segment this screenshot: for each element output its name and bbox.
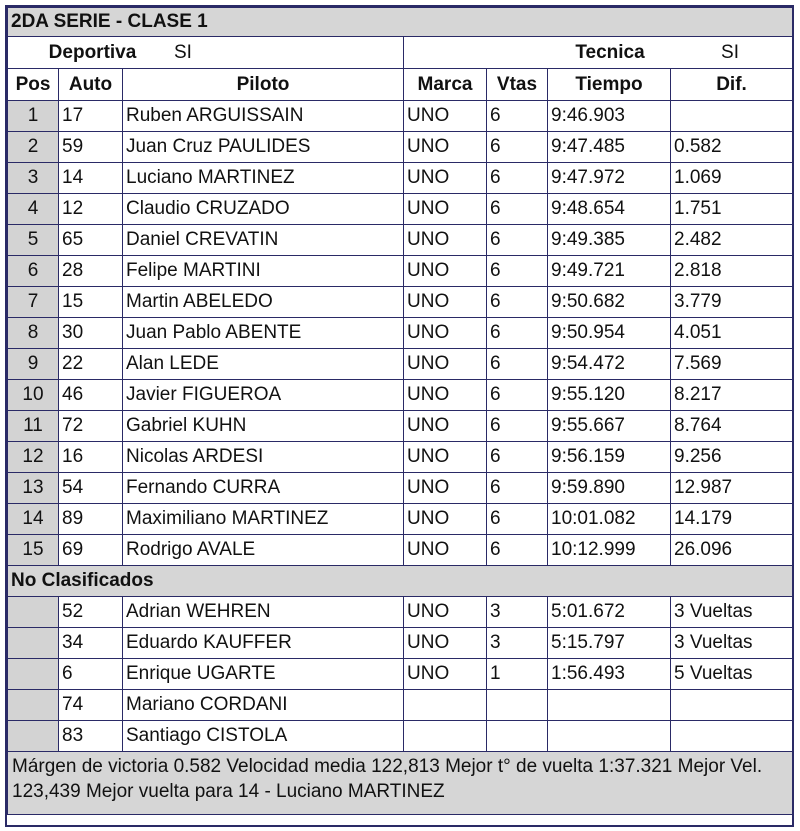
cell-dif: 9.256 (671, 442, 793, 473)
cell-marca: UNO (404, 349, 487, 380)
cell-piloto: Ruben ARGUISSAIN (123, 101, 404, 132)
cell-marca: UNO (404, 597, 487, 628)
cell-marca: UNO (404, 194, 487, 225)
cell-dif: 2.482 (671, 225, 793, 256)
cell-dif: 8.764 (671, 411, 793, 442)
cell-piloto: Santiago CISTOLA (123, 721, 404, 752)
tecnica-value: SI (721, 41, 739, 63)
cell-tiempo: 5:15.797 (548, 628, 671, 659)
cell-tiempo: 5:01.672 (548, 597, 671, 628)
cell-pos: 14 (8, 504, 59, 535)
cell-dif: 0.582 (671, 132, 793, 163)
cell-vtas: 6 (487, 225, 548, 256)
result-row (8, 163, 793, 194)
cell-vtas: 6 (487, 473, 548, 504)
cell-vtas: 6 (487, 380, 548, 411)
cell-marca: UNO (404, 535, 487, 566)
header-tiempo: Tiempo (548, 69, 671, 101)
cell-tiempo: 9:47.972 (548, 163, 671, 194)
cell-tiempo: 9:55.667 (548, 411, 671, 442)
cell-vtas: 6 (487, 349, 548, 380)
result-row (8, 132, 793, 163)
cell-piloto: Claudio CRUZADO (123, 194, 404, 225)
cell-marca: UNO (404, 411, 487, 442)
cell-marca: UNO (404, 473, 487, 504)
cell-piloto: Juan Cruz PAULIDES (123, 132, 404, 163)
cell-piloto: Alan LEDE (123, 349, 404, 380)
cell-dif (671, 721, 793, 752)
result-row (8, 597, 793, 628)
cell-auto: 6 (59, 659, 123, 690)
cell-auto: 69 (59, 535, 123, 566)
deportiva-value: SI (174, 41, 192, 63)
header-marca: Marca (404, 69, 487, 101)
result-row (8, 349, 793, 380)
title-row (8, 8, 793, 37)
cell-vtas: 3 (487, 628, 548, 659)
cell-marca: UNO (404, 380, 487, 411)
result-row (8, 504, 793, 535)
cell-vtas: 6 (487, 442, 548, 473)
cell-auto: 28 (59, 256, 123, 287)
cell-vtas: 6 (487, 318, 548, 349)
cell-marca (404, 690, 487, 721)
cell-dif: 4.051 (671, 318, 793, 349)
header-auto: Auto (59, 69, 123, 101)
cell-tiempo (548, 721, 671, 752)
cell-pos: 15 (8, 535, 59, 566)
cell-auto: 34 (59, 628, 123, 659)
cell-auto: 30 (59, 318, 123, 349)
cell-pos: 6 (8, 256, 59, 287)
cell-tiempo: 9:54.472 (548, 349, 671, 380)
cell-tiempo: 10:12.999 (548, 535, 671, 566)
cell-auto: 54 (59, 473, 123, 504)
cell-auto: 22 (59, 349, 123, 380)
header-row (8, 69, 793, 101)
cell-marca: UNO (404, 287, 487, 318)
cell-vtas: 6 (487, 256, 548, 287)
cell-vtas: 6 (487, 287, 548, 318)
cell-marca: UNO (404, 442, 487, 473)
cell-tiempo: 9:59.890 (548, 473, 671, 504)
cell-dif: 7.569 (671, 349, 793, 380)
cell-tiempo: 9:55.120 (548, 380, 671, 411)
cell-pos (8, 628, 59, 659)
cell-vtas: 6 (487, 132, 548, 163)
cell-pos: 2 (8, 132, 59, 163)
cell-dif (671, 690, 793, 721)
cell-dif: 12.987 (671, 473, 793, 504)
cell-dif: 3 Vueltas (671, 628, 793, 659)
cell-vtas: 1 (487, 659, 548, 690)
cell-auto: 65 (59, 225, 123, 256)
cell-vtas: 6 (487, 411, 548, 442)
cell-tiempo: 9:49.385 (548, 225, 671, 256)
cell-tiempo: 9:49.721 (548, 256, 671, 287)
cell-pos: 8 (8, 318, 59, 349)
cell-pos: 4 (8, 194, 59, 225)
results-table (7, 7, 793, 815)
result-row (8, 287, 793, 318)
cell-dif: 1.751 (671, 194, 793, 225)
cell-pos: 3 (8, 163, 59, 194)
cell-pos (8, 659, 59, 690)
cell-dif: 26.096 (671, 535, 793, 566)
header-dif: Dif. (671, 69, 793, 101)
cell-pos (8, 597, 59, 628)
cell-pos: 5 (8, 225, 59, 256)
cell-vtas (487, 721, 548, 752)
footer-row (8, 752, 793, 815)
cell-dif (671, 101, 793, 132)
cell-dif: 3.779 (671, 287, 793, 318)
cell-vtas: 6 (487, 163, 548, 194)
cell-vtas (487, 690, 548, 721)
cell-vtas: 6 (487, 194, 548, 225)
result-row (8, 318, 793, 349)
race-title: 2DA SERIE - CLASE 1 (8, 8, 793, 37)
cell-auto: 15 (59, 287, 123, 318)
cell-auto: 12 (59, 194, 123, 225)
cell-piloto: Rodrigo AVALE (123, 535, 404, 566)
cell-auto: 59 (59, 132, 123, 163)
cell-marca: UNO (404, 628, 487, 659)
cell-piloto: Mariano CORDANI (123, 690, 404, 721)
deportiva-label: Deportiva (48, 41, 137, 63)
cell-tiempo: 9:50.954 (548, 318, 671, 349)
cell-marca: UNO (404, 163, 487, 194)
cell-pos: 12 (8, 442, 59, 473)
tecnica-cell (404, 37, 793, 69)
cell-tiempo (548, 690, 671, 721)
cell-vtas: 6 (487, 535, 548, 566)
header-piloto: Piloto (123, 69, 404, 101)
result-row (8, 194, 793, 225)
cell-marca: UNO (404, 504, 487, 535)
cell-auto: 83 (59, 721, 123, 752)
cell-piloto: Felipe MARTINI (123, 256, 404, 287)
cell-dif: 8.217 (671, 380, 793, 411)
cell-marca: UNO (404, 101, 487, 132)
cell-auto: 89 (59, 504, 123, 535)
cell-tiempo: 9:50.682 (548, 287, 671, 318)
cell-tiempo: 9:48.654 (548, 194, 671, 225)
cell-dif: 1.069 (671, 163, 793, 194)
cell-auto: 14 (59, 163, 123, 194)
race-summary: Márgen de victoria 0.582 Velocidad media 122,813 Mejor t° de vuelta 1:37.321 Mejor Vel. 123,439 Mejor vuelta para 14 - Luciano MARTINEZ (8, 752, 793, 815)
cell-auto: 74 (59, 690, 123, 721)
cell-auto: 17 (59, 101, 123, 132)
cell-piloto: Eduardo KAUFFER (123, 628, 404, 659)
cell-marca: UNO (404, 256, 487, 287)
cell-marca: UNO (404, 225, 487, 256)
cell-piloto: Gabriel KUHN (123, 411, 404, 442)
result-row (8, 225, 793, 256)
cell-piloto: Javier FIGUEROA (123, 380, 404, 411)
cell-dif: 3 Vueltas (671, 597, 793, 628)
cell-piloto: Adrian WEHREN (123, 597, 404, 628)
cell-pos (8, 690, 59, 721)
cell-dif: 14.179 (671, 504, 793, 535)
cell-piloto: Luciano MARTINEZ (123, 163, 404, 194)
cell-pos: 11 (8, 411, 59, 442)
cell-pos: 10 (8, 380, 59, 411)
cell-marca: UNO (404, 318, 487, 349)
cell-marca: UNO (404, 132, 487, 163)
cell-auto: 16 (59, 442, 123, 473)
deportiva-cell (8, 37, 404, 69)
result-row (8, 535, 793, 566)
no-clasificados-label: No Clasificados (8, 566, 793, 597)
cell-tiempo: 10:01.082 (548, 504, 671, 535)
cell-piloto: Enrique UGARTE (123, 659, 404, 690)
info-row (8, 37, 793, 69)
cell-vtas: 3 (487, 597, 548, 628)
result-row (8, 721, 793, 752)
result-row (8, 628, 793, 659)
result-row (8, 380, 793, 411)
header-pos: Pos (8, 69, 59, 101)
cell-marca (404, 721, 487, 752)
cell-piloto: Maximiliano MARTINEZ (123, 504, 404, 535)
cell-tiempo: 9:46.903 (548, 101, 671, 132)
cell-pos: 7 (8, 287, 59, 318)
result-row (8, 659, 793, 690)
cell-tiempo: 9:47.485 (548, 132, 671, 163)
cell-vtas: 6 (487, 504, 548, 535)
cell-auto: 52 (59, 597, 123, 628)
cell-pos: 13 (8, 473, 59, 504)
cell-piloto: Juan Pablo ABENTE (123, 318, 404, 349)
cell-pos: 9 (8, 349, 59, 380)
cell-vtas: 6 (487, 101, 548, 132)
result-row (8, 473, 793, 504)
no-clasificados-row (8, 566, 793, 597)
cell-pos: 1 (8, 101, 59, 132)
cell-pos (8, 721, 59, 752)
result-row (8, 101, 793, 132)
cell-dif: 5 Vueltas (671, 659, 793, 690)
header-vtas: Vtas (487, 69, 548, 101)
cell-piloto: Fernando CURRA (123, 473, 404, 504)
cell-piloto: Martin ABELEDO (123, 287, 404, 318)
result-row (8, 411, 793, 442)
cell-piloto: Daniel CREVATIN (123, 225, 404, 256)
cell-auto: 72 (59, 411, 123, 442)
tecnica-label: Tecnica (575, 41, 645, 63)
result-row (8, 256, 793, 287)
result-row (8, 690, 793, 721)
results-sheet (5, 5, 794, 827)
cell-marca: UNO (404, 659, 487, 690)
cell-auto: 46 (59, 380, 123, 411)
result-row (8, 442, 793, 473)
cell-tiempo: 1:56.493 (548, 659, 671, 690)
cell-dif: 2.818 (671, 256, 793, 287)
cell-piloto: Nicolas ARDESI (123, 442, 404, 473)
cell-tiempo: 9:56.159 (548, 442, 671, 473)
